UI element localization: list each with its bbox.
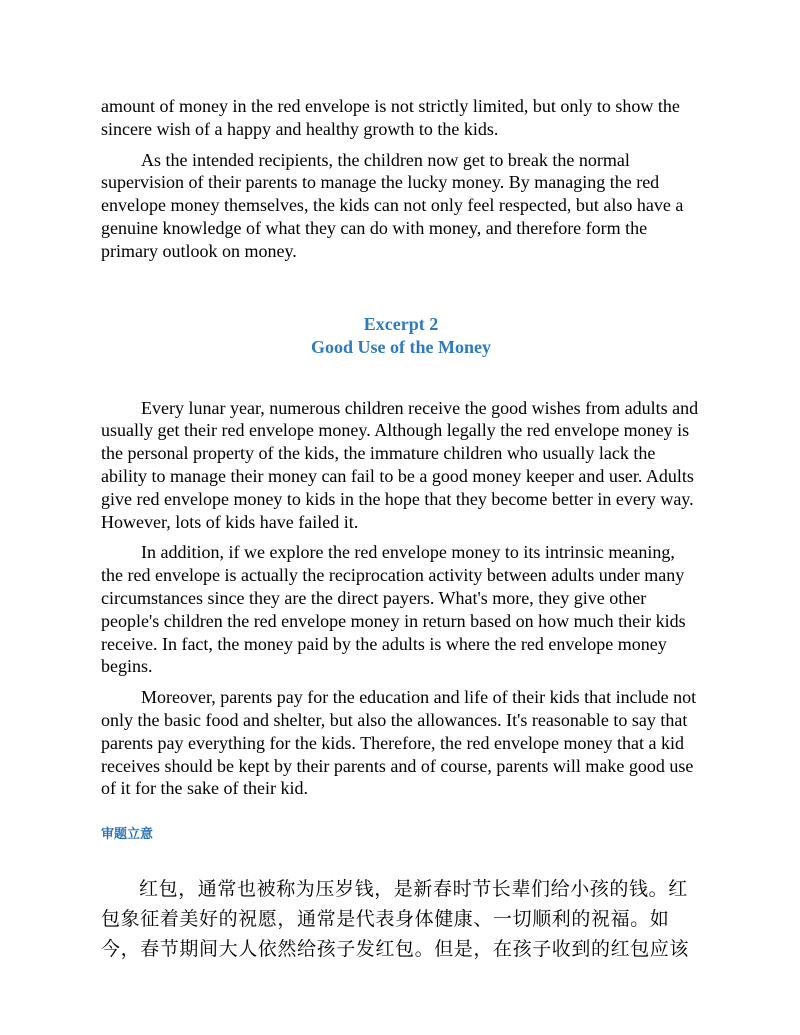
intro-paragraph-2: As the intended recipients, the children now get to break the normal supervision of their parents to manage the lucky money. By managing the red envelope money themselves, the kids can not only feel respected, but also have a genuine knowledge of what they can do with money, and therefore form the primary outlook on money. (101, 149, 684, 261)
excerpt-label: Excerpt 2 (363, 313, 439, 334)
document-page (101, 95, 701, 983)
excerpt-paragraph-2: In addition, if we explore the red envelope money to its intrinsic meaning, the red envelope is actually the reciprocation activity between adults under many circumstances since they are the direct payers. What's more, they give other people's children the red envelope money in return based on how much their kids receive. In fact, the money paid by the adults is where the red envelope money begins. (101, 542, 686, 677)
excerpt-paragraph-1: Every lunar year, numerous children receive the good wishes from adults and usually get their red envelope money. Although legally the red envelope money is the personal property of the kids, the immature children who usually lack the ability to manage their money can fail to be a good money keeper and user. Adults give red envelope money to kids in the hope that they become better in every way. However, lots of kids have failed it. (101, 397, 699, 532)
excerpt-body (101, 397, 701, 801)
analysis-paragraph: 红包，通常也被称为压岁钱，是新春时节长辈们给小孩的钱。红包象征着美好的祝愿，通常是代表身体健康、一切顺利的祝福。如今，春节期间大人依然给孩子发红包。但是，在孩子收到的红包应该 (101, 878, 690, 961)
excerpt-title: Good Use of the Money (311, 336, 491, 357)
intro-paragraph-1: amount of money in the red envelope is not strictly limited, but only to show the sincere wish of a happy and healthy growth to the kids. (101, 96, 680, 139)
analysis-heading: 审题立意 (101, 827, 154, 843)
excerpt-heading (101, 313, 701, 359)
excerpt-paragraph-3: Moreover, parents pay for the education and life of their kids that include not only the basic food and shelter, but also the allowances. It's reasonable to say that parents pay everything for the kids. Therefore, the red envelope money that a kid receives should be kept by their parents and of course, parents will make good use of it for the sake of their kid. (101, 687, 697, 799)
